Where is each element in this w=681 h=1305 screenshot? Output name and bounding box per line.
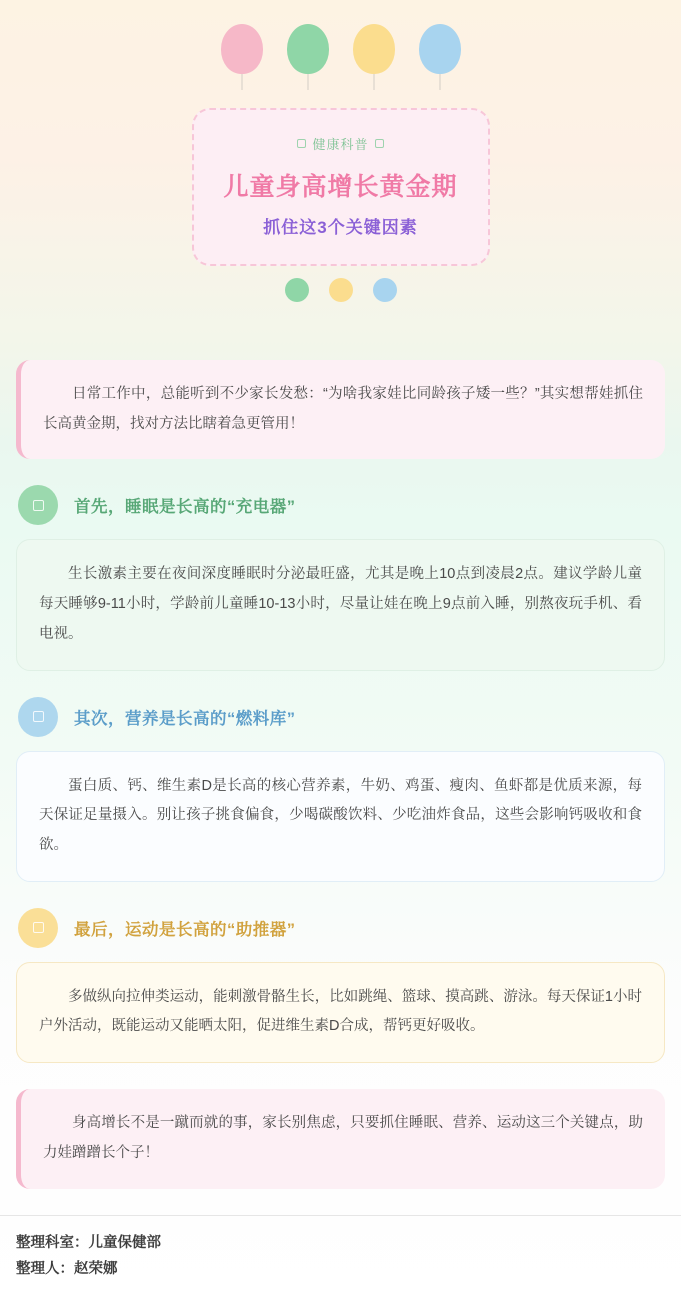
section-title-exercise: 最后，运动是长高的“助推器” — [74, 920, 296, 939]
square-bullet-icon — [33, 922, 44, 933]
dot-green-icon — [285, 278, 309, 302]
section-header-sleep — [18, 485, 665, 525]
dot-row-bottom — [285, 278, 397, 302]
section-body-sleep — [16, 539, 665, 670]
section-badge-icon — [18, 908, 58, 948]
article-footer — [0, 1215, 681, 1305]
section-badge-icon — [18, 697, 58, 737]
page-title: 儿童身高增长黄金期 — [223, 173, 458, 201]
square-bullet-icon — [297, 139, 306, 148]
section-title-nutrition: 其次，营养是长高的“燃料库” — [74, 709, 296, 728]
square-bullet-icon — [375, 139, 384, 148]
section-text: 生长激素主要在夜间深度睡眠时分泌最旺盛，尤其是晚上10点到凌晨2点。建议学龄儿童每天睡够9-11小时，学龄前儿童睡10-13小时，尽量让娃在晚上9点前入睡，别熬夜玩手机、看电视。 — [39, 566, 642, 642]
section-body-nutrition — [16, 751, 665, 882]
outro-card — [16, 1089, 665, 1188]
outro-text: 身高增长不是一蹴而就的事，家长别焦虑，只要抓住睡眠、营养、运动这三个关键点，助力娃蹭蹭长个子！ — [43, 1115, 643, 1161]
section-badge-icon — [18, 485, 58, 525]
article-content — [0, 330, 681, 1189]
section-title-sleep: 首先，睡眠是长高的“充电器” — [74, 498, 296, 517]
section-text: 多做纵向拉伸类运动，能刺激骨骼生长，比如跳绳、篮球、摸高跳、游泳。每天保证1小时户外活动，既能运动又能晒太阳，促进维生素D合成，帮钙更好吸收。 — [39, 988, 642, 1035]
article-header — [0, 0, 681, 330]
title-card — [192, 108, 490, 266]
footer-department: 整理科室：儿童保健部 — [16, 1234, 161, 1251]
intro-card — [16, 360, 665, 459]
page-subtitle: 抓住这3个关键因素 — [263, 218, 418, 237]
balloon-pink-icon — [221, 24, 263, 74]
balloon-row-top — [0, 0, 681, 74]
balloon-green-icon — [287, 24, 329, 74]
footer-author: 整理人：赵荣娜 — [16, 1261, 118, 1278]
section-header-nutrition — [18, 697, 665, 737]
section-body-exercise — [16, 962, 665, 1063]
dot-blue-icon — [373, 278, 397, 302]
balloon-yellow-icon — [353, 24, 395, 74]
intro-text: 日常工作中，总能听到不少家长发愁：“为啥我家娃比同龄孩子矮一些？”其实想帮娃抓住长高黄金期，找对方法比瞎着急更管用！ — [43, 386, 643, 432]
square-bullet-icon — [33, 500, 44, 511]
square-bullet-icon — [33, 711, 44, 722]
dot-yellow-icon — [329, 278, 353, 302]
kicker-label: 健康科普 — [312, 137, 369, 152]
balloon-blue-icon — [419, 24, 461, 74]
section-header-exercise — [18, 908, 665, 948]
kicker-row — [212, 134, 470, 153]
section-text: 蛋白质、钙、维生素D是长高的核心营养素，牛奶、鸡蛋、瘦肉、鱼虾都是优质来源，每天保证足量摄入。别让孩子挑食偏食，少喝碳酸饮料、少吃油炸食品，这些会影响钙吸收和食欲。 — [39, 777, 642, 854]
